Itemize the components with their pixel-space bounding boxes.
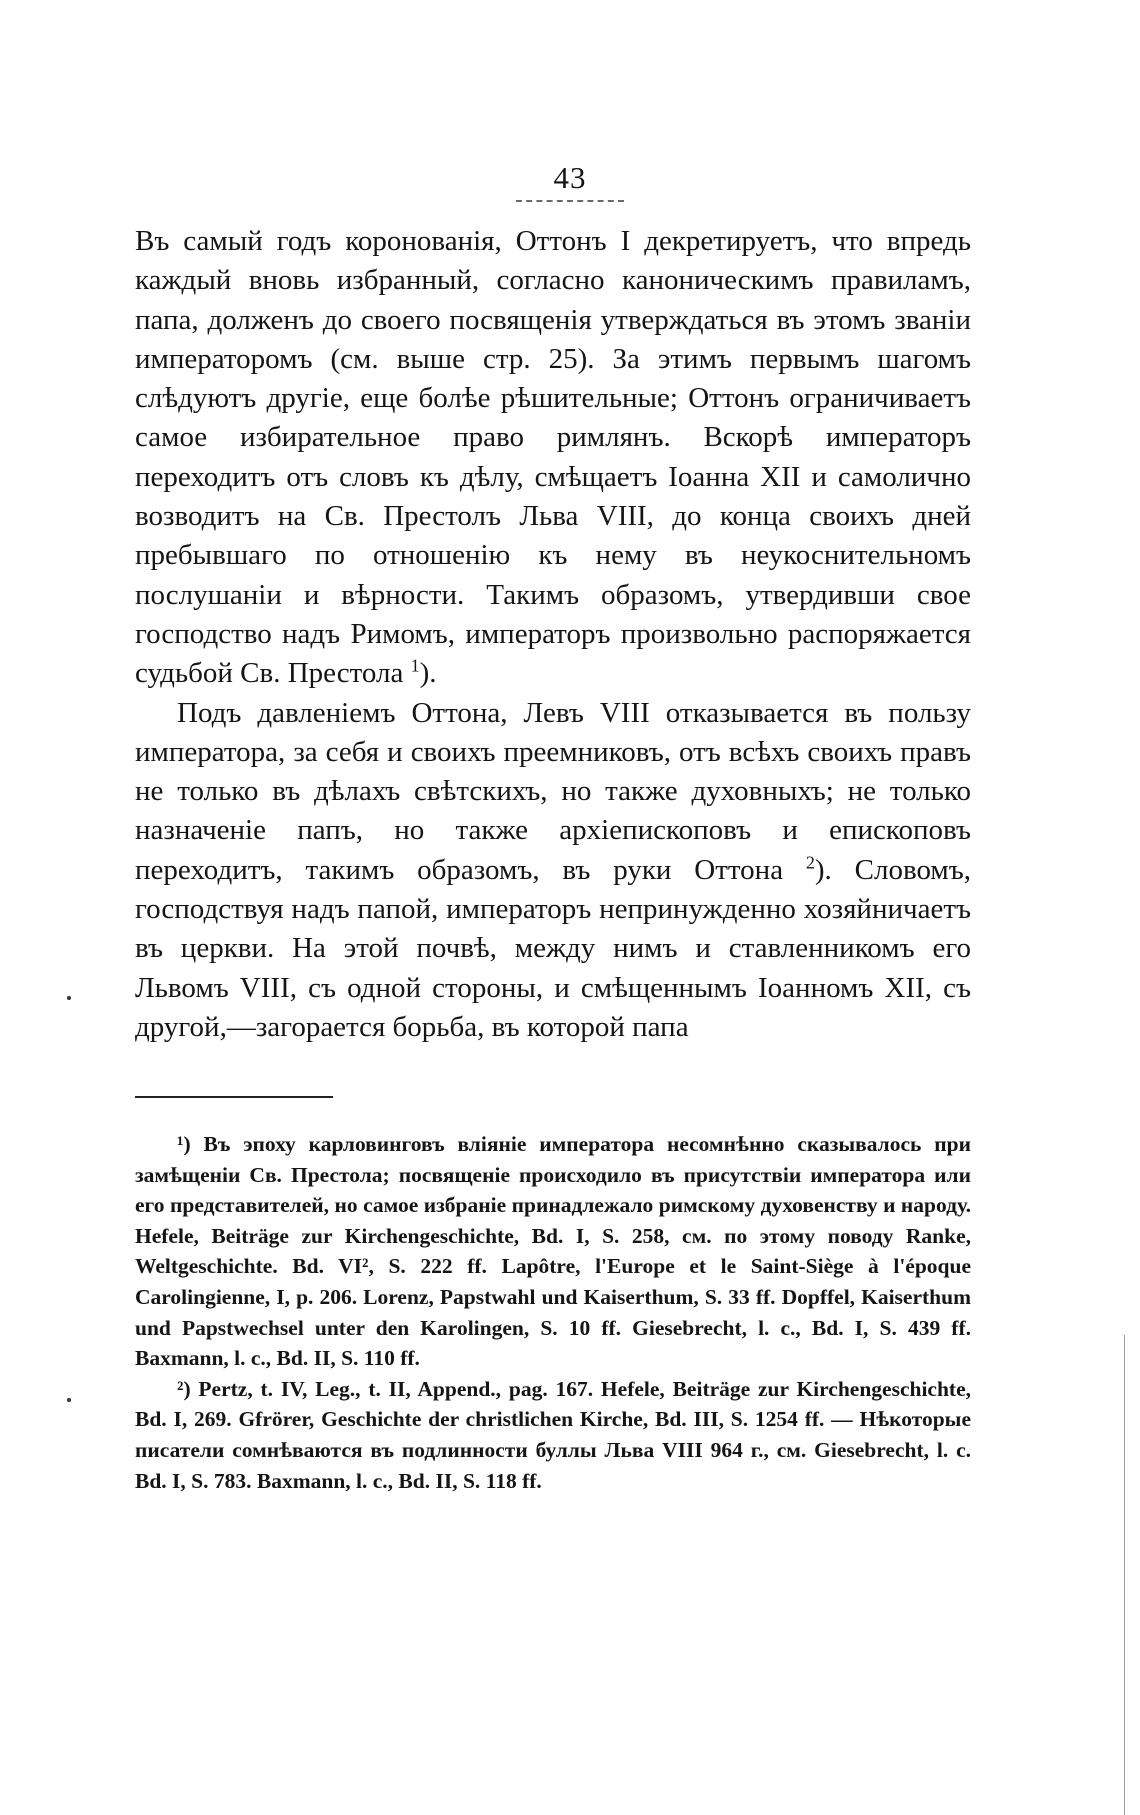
margin-speck [67, 1398, 71, 1402]
footnote-1 [135, 1129, 971, 1374]
footnote-1-text: Въ эпоху карловинговъ вліяніе императора несомнѣнно сказывалось при замѣщеніи Св. Престола; посвященіе происходило въ присутствіи императора или его представителей, но самое избраніе принадлежало римскому духовенству и народу. Hefele, Beiträge zur Kirchengeschichte, Bd. I, S. 258, см. по этому поводу Ranke, Weltgeschichte. Bd. VI², S. 222 ff. Lapôtre, l'Europe et le Saint-Siège à l'époque Carolingienne, I, p. 206. Lorenz, Papstwahl und Kaiserthum, S. 33 ff. Dopffel, Kaiserthum und Papstwechsel unter den Karolingen, S. 10 ff. Giesebrecht, l. c., Bd. I, S. 439 ff. Baxmann, l. c., Bd. II, S. 110 ff. [135, 1132, 971, 1371]
paragraph-2-text: Подъ давленіемъ Оттона, Левъ VIII отказывается въ пользу императора, за себя и своихъ преемниковъ, отъ всѣхъ своихъ правъ не только въ дѣлахъ свѣтскихъ, но также духовныхъ; не только назначеніе папъ, но также архіепископовъ и епископовъ переходитъ, такимъ образомъ, въ руки Оттона [135, 696, 971, 886]
paragraph-2 [135, 694, 971, 1048]
margin-speck [67, 996, 71, 1000]
page-number: 43 [553, 160, 587, 195]
page-edge-line [1124, 1335, 1125, 1815]
footnote-ref-1: 1 [410, 655, 420, 676]
paragraph-2-end: ). [814, 853, 832, 886]
paragraph-1-text: Въ самый годъ коронованія, Оттонъ I декретируетъ, что впредь каждый вновь избранный, согласно каноническимъ правиламъ, папа, долженъ до своего посвященія утверждаться въ этомъ званіи императоромъ (см. выше стр. 25). За этимъ первымъ шагомъ слѣдуютъ другіе, еще болѣе рѣшительные; Оттонъ ограничиваетъ самое избирательное право римлянъ. Вскорѣ императоръ переходитъ отъ словъ къ дѣлу, смѣщаетъ Іоанна XII и самолично возводитъ на Св. Престолъ Льва VIII, до конца своихъ дней пребывшаго по отношенію къ нему въ неукоснительномъ послушаніи и вѣрности. Такимъ образомъ, утвердивши свое господство надъ Римомъ, императоръ произвольно распоряжается судьбой Св. Престола [135, 225, 971, 690]
page-number-rule [516, 200, 624, 202]
footnote-separator [135, 1096, 333, 1098]
paragraph-1-end: ). [419, 657, 437, 690]
footnote-2 [135, 1374, 971, 1496]
footnote-1-marker: ¹) [177, 1132, 191, 1156]
footnote-2-text: Pertz, t. IV, Leg., t. II, Append., pag. 167. Hefele, Beiträge zur Kirchengeschichte, Bd. I, 269. Gfrörer, Geschichte der christlichen Kirche, Bd. III, S. 1254 ff. — Нѣкоторые писатели сомнѣваются въ подлинности буллы Льва VIII 964 г., см. Giesebrecht, l. c. Bd. I, S. 783. Baxmann, l. c., Bd. II, S. 118 ff. [135, 1376, 972, 1493]
main-text [135, 222, 971, 1047]
paragraph-2-continuation: Словомъ, господствуя надъ папой, императоръ непринужденно хозяйничаетъ въ церкви. На этой почвѣ, между нимъ и ставленникомъ его Львомъ VIII, съ одной стороны, и смѣщеннымъ Іоанномъ XII, съ другой,—загорается борьба, въ которой папа [135, 853, 971, 1043]
paragraph-1 [135, 222, 971, 694]
footnote-ref-2: 2 [805, 852, 815, 873]
footnotes [135, 1129, 971, 1496]
footnote-2-marker: ²) [177, 1376, 191, 1401]
